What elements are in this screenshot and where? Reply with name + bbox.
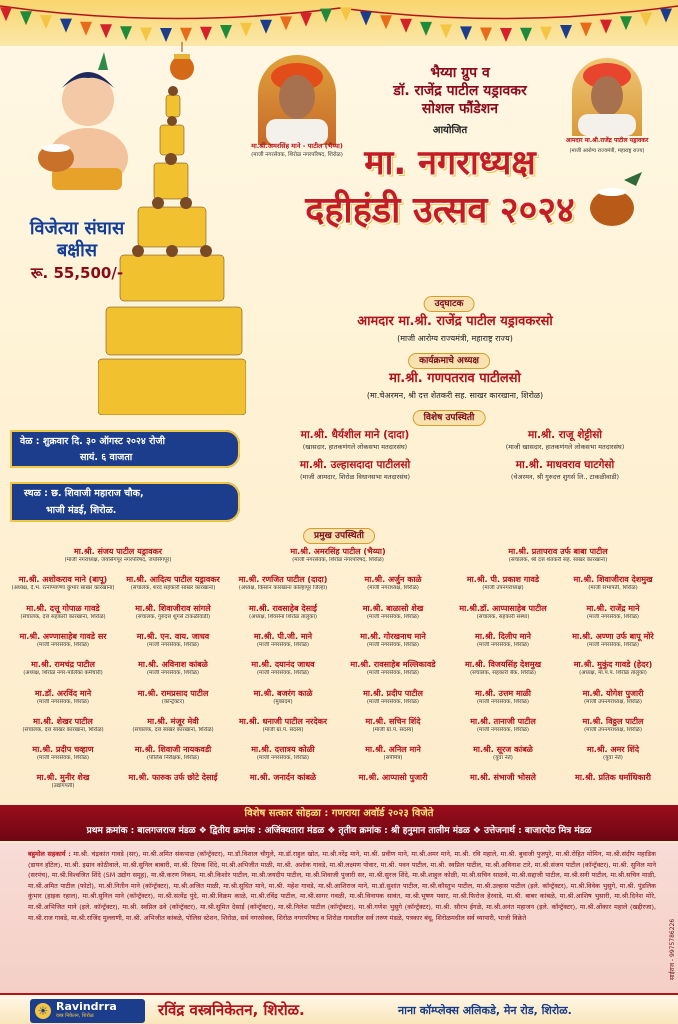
butter-pot-icon	[582, 170, 646, 230]
prize-amount: रू. 55,500/-	[30, 264, 124, 282]
guest-desc: (अध्यक्ष, मा.प.प. शिरोळ तालुका)	[579, 670, 647, 677]
event-time-pill	[10, 430, 240, 468]
special-desc: (चेअरमन, श्री गुरुदत्त शुगर्स लि., टाकळीवाडी)	[510, 473, 620, 481]
guest-cell	[228, 575, 338, 592]
right-person-name: आमदार मा.श्री.राजेंद्र पाटील यड्रावकर	[565, 137, 649, 144]
guest-cell	[228, 632, 338, 649]
special-desc: (खासदार, हातकणंगले लोकसभा मतदारसंघ)	[302, 443, 408, 451]
guest-name: मा.श्री. अण्णासाहेब गावडे सर	[19, 631, 107, 641]
guest-name: मा.श्री. अण्णा उर्फ बापू मोरे	[572, 631, 654, 641]
guest-cell	[228, 689, 338, 706]
guest-desc: (माजी नगरसेवक, शिरोळ)	[146, 670, 200, 677]
guest-cell	[338, 660, 448, 677]
guest-name: मा.श्री. दिलीप माने	[475, 631, 531, 641]
guest-name: मा.श्री. अमर शिंदे	[586, 745, 640, 755]
guest-cell	[338, 717, 448, 734]
guest-name: मा.श्री. मंजूर मेवी	[147, 716, 199, 726]
guest-desc: (माजी उपनगराध्यक्ष, शिरोळ)	[584, 726, 642, 733]
special-name: मा.श्री. धैर्यशील माने (दादा)	[300, 429, 410, 441]
guest-name: मा.श्री. विजयसिंह देशमुख	[464, 660, 542, 670]
guest-cell	[8, 745, 118, 762]
special-item-4	[460, 458, 670, 481]
guest-desc: (सर्पमित्र)	[383, 755, 403, 762]
guest-desc: (माजी नगरसेवक, शिरोळ)	[256, 641, 310, 648]
guest-name: मा.श्री. आदित्य पाटील यड्रावकर	[126, 575, 220, 585]
special-name: मा.श्री. उल्हासदादा पाटीलसो	[299, 459, 411, 471]
guest-cell	[558, 745, 668, 762]
guest-desc: (माजी नगरसेवक, शिरोळ)	[366, 613, 420, 620]
guest-cell	[558, 575, 668, 592]
guest-name: मा.श्री. अर्जुन काळे	[364, 575, 422, 585]
guest-cell	[558, 604, 668, 621]
guest-cell	[8, 660, 118, 677]
guest-desc: (संचालक, सहकारी बँक, शिरोळ)	[470, 670, 536, 677]
guest-cell	[228, 547, 448, 564]
guest-cell	[228, 773, 338, 783]
guest-name: मा.श्री. अविनाश कांबळे	[138, 660, 208, 670]
guest-name: मा.श्री. फारुक उर्फ छोटे देसाई	[128, 773, 218, 783]
guest-cell	[448, 660, 558, 677]
guest-cell	[118, 773, 228, 783]
guest-desc: (अध्यक्ष, शिरोळ नगर-पालिका कर्मचारी)	[23, 670, 103, 677]
guest-name: मा.श्री. दत्तात्रय कोळी	[251, 745, 315, 755]
supporters-list: मा.श्री. चंद्रकांत गावडे (सर), मा.श्री.अमित संकपाळ (कॉन्ट्रॅक्टर), मा.डॉ.विशाल चौगुले, मा.डॉ.राहुल खोत, मा.श्री.नरेंद्र माने, मा.श्री. प्रवीण माने, मा.श्री.अमर माने, मा.श्री. रवि महाले, मा.श्री. बुवाजी पुजपुरे, मा.श्री.रोहित मोमिन, मा.श्री.संदीप महाडिक (डायन हॉटेल), मा.श्री. इम्रान कोठीवाले, मा.श्री.सुनिल बाबारी, मा.श्री. दिपक शिंदे, मा.श्री.अभिजीत माळी, मा.श्री. अशोक गावडे, मा.श्री.लक्ष्मण पोवार, मा.श्री. पवन पाटील, मा.श्री. स्वप्निल पाटील, मा.श्री.अविनाश टारे, मा.श्री.संजय पाटील (कॉन्ट्रॅक्टर), मा.श्री. सुनिल माने (सरपंच), मा.श्री.विश्वजित शिंदे (SM उद्योग समूह), मा.श्री.करण निकम, मा.श्री.किशोर पाटील, मा.श्री.जयदीप पाटील, मा.श्री.शिवाजी पुजारी सर, मा.श्री.सुरज शिंदे, मा.श्री.शाहुल कोळी, मा.श्री.सचिन साळवे, मा.श्री.सद्दाजी पाटील, मा.श्री.सनी पाटील, मा.श्री.सचिन माळी, मा.श्री.अमित पाटील (फोटो), मा.श्री.नितीन माने (कॉन्ट्रॅक्टर), मा.श्री.अजित माळी, मा.श्री.सुधित माने, मा.श्री. महेश गावडे, मा.श्री.आशिराज माने, मा.डॉ.सुशांत पाटील, मा.श्री.कौस्तुभ पाटील, मा.श्री.उल्हास पाटील (इले. कॉन्ट्रॅक्टर), मा.श्री.विवेक भुसुगे, मा.श्री. पुंडलिक कुंभार (हाइक रहाल), मा.श्री.सुनिल माने (कॉन्ट्रॅक्टर), मा.श्री.सत्येंद्र पुंदे, मा.श्री.विक्रम काळे, मा.श्री.रविंद्र पाटील, मा.श्री.सागर गवळी, मा.श्री.विनायक सावंत, मा.श्री.भूषण पवार, मा.श्री.फिरोज हेरवाडे, मा.श्री. बाबर कांबळे, मा.श्री.आशिष भुसारी, मा.श्री.दिनेश मोरे, मा.श्री.अभिजित माने (इले. कॉन्ट्रॅक्टर), मा.श्री. स्वप्निल ढवे (कॉन्ट्रॅक्टर), मा.श्री.सुमित देसाई (कॉन्ट्रॅक्टर), मा.श्री.निलेश पाटील (कॉन्ट्रॅक्टर), मा.श्री.गणेश भुसुगे (कॉन्ट्रॅक्टर), मा.श्री. सौरभ ईगळे, मा.श्री.अनंत महाजन (इले. कॉन्ट्रॅक्टर), मा.श्री.ओंकार महाले (खद्दीरजा), मा.श्री.राज गावडे, मा.श्री.राजिंद मुल्लाणी, मा.श्री. अभिजीत कांबळे, पोलिस स्टेशन, शिरोळ, सर्व नगरसेवक, शिरोळ नगरपरिषद व शिरोळ गावातील सर्व तरुण मंडळे, पत्रकार बंधू, शिरोळमधील सर्व व्यापारी, भाजी विक्रेते	[28, 850, 657, 922]
guest-cell	[558, 632, 668, 649]
guest-name: मा.श्री. रावसाहेब देसाई	[249, 603, 317, 613]
guest-desc: (युवा नेते)	[603, 755, 623, 762]
guest-cell	[228, 604, 338, 621]
guest-desc: (माजी उपनगराध्यक्ष)	[482, 585, 524, 592]
guest-cell	[338, 745, 448, 762]
brand-logo	[30, 999, 145, 1023]
guest-desc: (माजी नगरसेवक, शिरोळ)	[366, 670, 420, 677]
guest-desc: (कॉन्ट्रॅक्टर)	[161, 698, 185, 705]
guest-name: मा.श्री. बजरंग काळे	[253, 688, 313, 698]
guest-name: मा.श्री. गोरखनाथ माने	[360, 631, 426, 641]
special-name: मा.श्री. राजू शेट्टीसो	[527, 429, 603, 441]
guests-heading: प्रमुख उपस्थिती	[303, 528, 375, 544]
org-line-2: डॉ. राजेंद्र पाटील यड्रावकर	[393, 83, 527, 99]
guest-cell	[8, 689, 118, 706]
guest-cell	[8, 604, 118, 621]
org-line-3: सोशल फौंडेशन	[421, 101, 499, 117]
sun-icon: ☀	[35, 1003, 51, 1019]
guest-grid	[8, 547, 670, 802]
right-person-desc: (माजी आरोग्य राज्यमंत्री, महाराष्ट्र राज्य)	[569, 148, 645, 154]
guest-desc: (अध्यक्ष, शिवसेना शिरोळ तालुका)	[248, 613, 318, 620]
guest-cell	[8, 547, 228, 564]
brand-name: Ravindrra	[56, 1000, 117, 1013]
guest-name: मा.श्री. रामचंद्र पाटील	[31, 660, 95, 670]
guest-name: मा.श्री. राजेंद्र माने	[586, 603, 640, 613]
inaugurator-desc: (माजी आरोग्य राज्यमंत्री, महाराष्ट्र राज्य)	[397, 334, 513, 343]
guest-name: मा.श्री. पी. प्रकाश गावडे	[466, 575, 540, 585]
guest-desc: (माजी नगरसेवक, शिरोळ)	[366, 641, 420, 648]
guest-name: मा.श्री. रणजित पाटील (दादा)	[238, 575, 328, 585]
guest-cell	[558, 717, 668, 734]
guest-desc: (माजी नगरसेवक, शिरोळ)	[36, 755, 90, 762]
guest-desc: (उद्योगपती)	[51, 783, 75, 790]
award-title: विशेष सत्कार सोहळा : गणराया अवॉर्ड २०२३ विजेते	[244, 808, 434, 819]
guest-desc: (माजी ग्रा.पं. सदस्य)	[262, 726, 304, 733]
guest-name: मा.श्री. धनाजी पाटील नरदेकर	[239, 716, 327, 726]
event-time: वेळ : शुक्रवार दि. ३० ऑगस्ट २०२४ रोजी	[20, 436, 165, 447]
title-line-1: मा. नगराध्यक्ष	[364, 143, 536, 183]
president-name: मा.श्री. गणपतराव पाटीलसो	[389, 371, 521, 386]
special-heading: विशेष उपस्थिती	[413, 410, 486, 426]
guest-cell	[338, 575, 448, 592]
special-item-2	[460, 428, 670, 451]
guest-cell	[118, 745, 228, 762]
guest-name: मा.श्री. शिवाजीराव सांगले	[135, 603, 211, 613]
special-item-3	[250, 458, 460, 481]
prize-box	[18, 218, 136, 298]
guest-cell	[118, 717, 228, 734]
event-place: स्थळ : छ. शिवाजी महाराज चौक,	[24, 488, 144, 499]
guest-name: मा.श्री. दत्तू गोपाळ गावडे	[26, 603, 100, 613]
left-person-name: मा.श्री.अमरसिंह माने - पाटील (भैय्या)	[251, 142, 343, 150]
special-desc: (माजी आमदार, शिरोळ विधानसभा मतदारसंघ)	[299, 473, 411, 481]
guest-desc: (माजी नगरसेवक, शिरोळ)	[476, 698, 530, 705]
guest-desc: (अध्यक्ष, किसान कारखाना कोल्हापूर जिल्हा)	[238, 585, 328, 592]
guest-desc: (माजी नगरसेवक, शिरोळ)	[146, 641, 200, 648]
organized-by: आयोजित	[432, 125, 468, 136]
guest-desc: (माजी सभापती, शिरोळ)	[588, 585, 638, 592]
guest-cell	[448, 604, 558, 621]
footer	[0, 993, 678, 1024]
event-place-pill	[10, 482, 240, 522]
shop-address: नाना कॉम्प्लेक्स अलिकडे, मेन रोड, शिरोळ.	[398, 1004, 572, 1017]
guest-desc: (संचालक, सहकारी संस्था)	[476, 613, 530, 620]
guest-name: मा.श्री. योगेश पुजारी	[582, 688, 644, 698]
guest-cell	[228, 745, 338, 762]
guest-name: मा.श्री. संभाजी भोसले	[470, 773, 536, 783]
guest-name: मा.श्री. मुकुंद गावडे (हेदर)	[573, 660, 653, 670]
guest-cell	[558, 689, 668, 706]
left-portrait-photo	[258, 55, 336, 145]
guest-name: मा.श्री. प्रतापराव उर्फ बाबा पाटील	[508, 547, 608, 556]
guest-desc: (संचालक, गुरुदत्त शुगर्स टाकळीवाडी)	[135, 613, 211, 620]
guest-name: मा.श्री. शिवाजी नायकवडी	[134, 745, 212, 755]
guest-name: मा.श्री. रावसाहेब मल्लिकावडे	[350, 660, 436, 670]
president-heading: कार्यक्रमाचे अध्यक्ष	[408, 353, 490, 369]
guest-name: मा.श्री. एन. वाय. जाधव	[136, 631, 210, 641]
guest-desc: (माजी ग्रा.पं. सदस्य)	[372, 726, 414, 733]
guest-name: मा.श्री. आप्पासो पुजारी	[358, 773, 428, 783]
guest-desc: (संचालक, शरद सहकारी साखर कारखाना)	[130, 585, 216, 592]
guest-desc: (माजी नगरसेवक, शिरोळ)	[36, 698, 90, 705]
guest-name: मा.श्री. शिवाजीराव देशमुख	[573, 575, 653, 585]
guest-name: मा.श्री. सूरज कांबळे	[473, 745, 533, 755]
shop-name: रविंद्र वस्त्रनिकेतन, शिरोळ.	[158, 1001, 305, 1019]
guest-name: मा.श्री. प्रतिक धर्माधिकारी	[575, 773, 651, 783]
guest-name: मा.श्री. रामप्रसाद पाटील	[137, 688, 209, 698]
guest-cell	[558, 773, 668, 783]
guest-cell	[448, 745, 558, 762]
guest-desc: (माजी उपनगराध्यक्ष, शिरोळ)	[584, 698, 642, 705]
guest-name: मा.श्री. उत्तम माळी	[475, 688, 531, 698]
guest-name: मा.श्री. विठ्ठल पाटील	[582, 716, 644, 726]
award-winners: प्रथम क्रमांक : बालगजराज मंडळ ❖ द्वितीय क्रमांक : अजिंक्यतारा मंडळ ❖ तृतीय क्रमांक : श्री हनुमान तालीम मंडळ ❖ उत्तेजनार्थ : बाजारपेठ मित्र मंडळ	[86, 826, 592, 836]
guest-desc: (युवा नेते)	[493, 755, 513, 762]
guest-desc: (संचालक, दत्त साखर कारखाना, शिरोळ)	[132, 726, 214, 733]
guest-desc: (संचालक, दत्त साखर कारखाना, शिरोळ)	[22, 726, 104, 733]
guest-cell	[118, 660, 228, 677]
inaugurator-name: आमदार मा.श्री. राजेंद्र पाटील यड्रावकरसो	[357, 314, 553, 329]
special-name: मा.श्री. माधवराव घाटगेसो	[515, 459, 615, 471]
guest-cell	[558, 660, 668, 677]
guest-cell	[338, 689, 448, 706]
guest-name: मा.श्री. दयानंद जाधव	[251, 660, 315, 670]
special-item-1	[250, 428, 460, 451]
guest-name: मा.श्री. अनिल माने	[365, 745, 421, 755]
guest-cell	[338, 632, 448, 649]
guest-cell	[118, 604, 228, 621]
title-line-2: दहीहंडी उत्सव २०२४	[305, 190, 575, 231]
inaugurator-heading: उद्‌घाटक	[424, 296, 475, 312]
guest-desc: (माजी नगरसेवक, शिरोळ)	[476, 641, 530, 648]
guest-name: मा.श्री.डॉ. आप्पासाहेब पाटील	[459, 603, 547, 613]
guest-cell	[228, 717, 338, 734]
supporters-label: बहुमोल सहकार्य :	[28, 850, 71, 858]
guest-name: मा.डॉ. अरविंद माने	[34, 688, 92, 698]
guest-name: मा.श्री. मुनीर शेख	[36, 773, 90, 783]
guest-cell	[118, 689, 228, 706]
guest-cell	[448, 547, 668, 564]
guest-name: मा.श्री. संजय पाटील यड्रावकर	[73, 547, 162, 556]
left-person-desc: (माजी नगरसेवक, शिरोळ नगरपरिषद, शिरोळ)	[251, 152, 343, 158]
guest-name: मा.श्री. सचिन शिंदे	[365, 716, 421, 726]
guest-cell	[338, 773, 448, 783]
guest-name: मा.श्री. शेखर पाटील	[33, 716, 93, 726]
guest-cell	[8, 717, 118, 734]
guest-name: मा.श्री. प्रदीप चव्हाण	[32, 745, 94, 755]
dahi-handi-pot-icon	[168, 42, 196, 82]
supporters-text	[28, 849, 656, 923]
event-place-sub: भाजी मंडई, शिरोळ.	[46, 505, 117, 516]
guest-desc: (मुकादम)	[273, 698, 293, 705]
guest-name: मा.श्री. पी.जी. माने	[253, 631, 313, 641]
guest-cell	[228, 660, 338, 677]
guest-cell	[448, 773, 558, 783]
guest-desc: (माजी नगरसेवक, शिरोळ नगरपरिषद, शिरोळ)	[292, 557, 384, 563]
guest-cell	[118, 575, 228, 592]
guest-name: मा.श्री. जनार्दन कांबळे	[249, 773, 317, 783]
guest-desc: (माजी नगरसेवक, शिरोळ)	[256, 755, 310, 762]
org-line-1: भैय्या ग्रुप व	[430, 65, 490, 81]
guest-name: मा.श्री. अमरसिंह पाटील (भैय्या)	[290, 547, 386, 556]
guest-desc: (माजी नगरसेवक, शिरोळ)	[366, 698, 420, 705]
guest-name: मा.श्री. प्रदीप पाटील	[363, 688, 423, 698]
guest-desc: (माजी नगरसेवक, शिरोळ)	[36, 641, 90, 648]
guest-desc: (माजी नगरसेवक, शिरोळ)	[256, 670, 310, 677]
prize-line-2: बक्षीस	[56, 240, 97, 261]
guest-name: मा.श्री. तानाजी पाटील	[470, 716, 536, 726]
guest-desc: (माजी नगरसेवक, शिरोळ)	[586, 641, 640, 648]
brand-tagline: वस्त्र निकेतन, शिरोळ	[56, 1013, 94, 1019]
guest-cell	[8, 632, 118, 649]
guest-desc: (माजी नगरसेवक, शिरोळ)	[586, 613, 640, 620]
guest-desc: (माजी नगराध्यक्ष, जयसिंगपूर नगरपरिषद, जयसिंगपूर)	[64, 557, 172, 563]
print-credit	[668, 860, 676, 980]
guest-desc: (संचालक, श्री दत्त शेतकरी सह. साखर कारखाना)	[508, 557, 608, 563]
print-credit-text: साईराज - 9975786226	[669, 918, 676, 980]
guest-name: मा.श्री. अशोकराव माने (बापू)	[18, 575, 108, 585]
special-desc: (माजी खासदार, हातकणंगले लोकसभा मतदारसंघ)	[505, 443, 625, 451]
guest-desc: (माजी नगरसेवक, शिरोळ)	[476, 726, 530, 733]
guest-cell	[8, 575, 118, 592]
right-portrait-photo	[572, 58, 642, 136]
guest-cell	[448, 575, 558, 592]
guest-cell	[118, 632, 228, 649]
guest-cell	[448, 717, 558, 734]
guest-desc: (संचालक, दत्त सहकारी कारखाना, शिरोळ)	[20, 613, 106, 620]
guest-cell	[8, 773, 118, 790]
president-desc: (मा.चेअरमन, श्री दत्त शेतकरी सह. साखर कारखाना, शिरोळ)	[366, 391, 544, 400]
supporters-section	[0, 843, 678, 993]
guest-desc: (अध्यक्ष, दे.भ. रत्नाप्पाण्णा कुंभार साखर कारखाना)	[11, 585, 115, 592]
guest-cell	[338, 604, 448, 621]
award-banner	[0, 805, 678, 841]
guest-cell	[448, 689, 558, 706]
guest-desc: (माजी नगराध्यक्ष, शिरोळ)	[367, 585, 419, 592]
event-time-sub: सायं. ६ वाजता	[80, 452, 133, 463]
guest-desc: (पोलिस निरीक्षक, शिरोळ)	[146, 755, 200, 762]
guest-name: मा.श्री. बाळासो शेख	[362, 603, 424, 613]
guest-cell	[448, 632, 558, 649]
prize-line-1: विजेत्या संघास	[29, 218, 125, 239]
